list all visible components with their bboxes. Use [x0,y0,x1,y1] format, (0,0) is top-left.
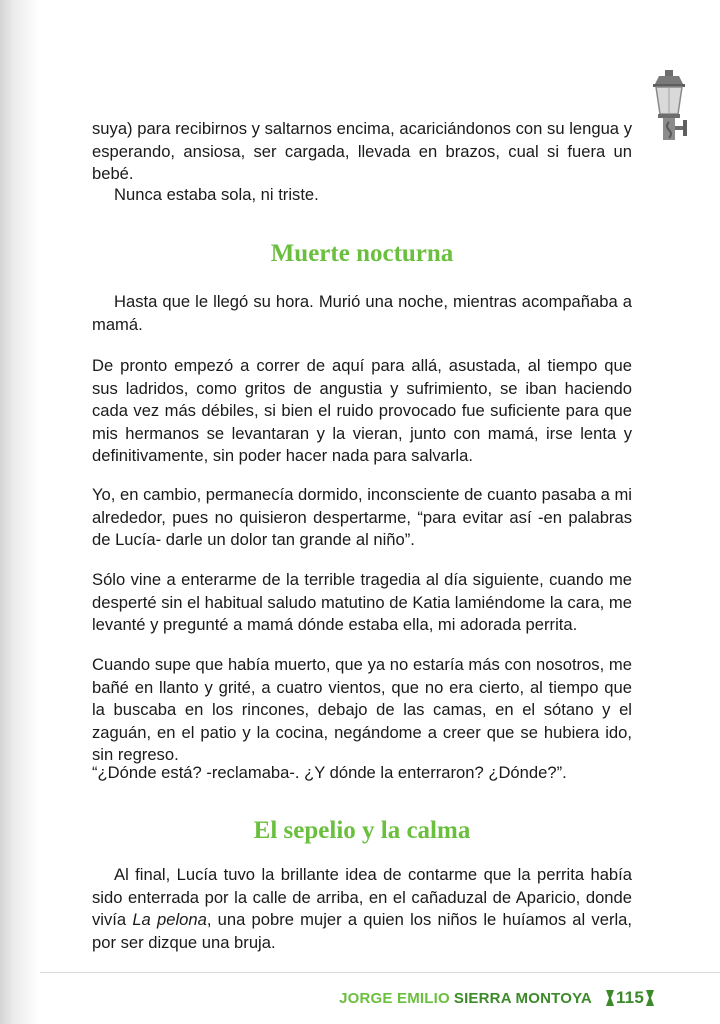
footer-divider [40,972,720,973]
section-heading-el-sepelio: El sepelio y la calma [253,817,471,844]
paragraph-block [92,184,632,207]
hourglass-ornament-icon [646,990,654,1006]
body-paragraph: Sólo vine a enterarme de la terrible tragedia al día siguiente, cuando me desperté sin el habitual saludo matutino de Katia lamiéndome la cara, me levanté y pregunté a mamá dónde estaba ella, mi adorada perrita. [92,570,632,634]
body-paragraph: Yo, en cambio, permanecía dormido, inconsciente de cuanto pasaba a mi alrededor, pues no quisieron despertarme, “para evitar así -en palabras de Lucía- darle un dolor tan grande al niño”. [92,485,632,549]
body-paragraph: Cuando supe que había muerto, que ya no estaría más con nosotros, me bañé en llanto y grité, a cuatro vientos, que no era cierto, al tiempo que la buscaba en los rincones, debajo de las camas, en el sótano y el zaguán, en el patio y la cocina, negándome a creer que se hubiera ido, sin regreso. [92,655,632,764]
paragraph-block [92,569,632,637]
author-last-name: SIERRA MONTOYA [453,989,592,1007]
paragraph-block [92,864,632,954]
hourglass-ornament-icon [606,990,614,1006]
paragraph-continued [92,118,632,186]
page-binding-shadow [0,0,40,1024]
page-number-group [604,988,656,1008]
body-paragraph: “¿Dónde está? -reclamaba-. ¿Y dónde la enterraron? ¿Dónde?”. [92,763,567,782]
section-heading-muerte-nocturna: Muerte nocturna [270,240,454,267]
page-footer [339,988,656,1008]
body-paragraph: Nunca estaba sola, ni triste. [114,185,319,204]
text-run: , una pobre mujer a quien los niños le huíamos al verla, por ser dizque una bruja. [92,910,632,952]
paragraph-block [92,291,632,336]
author-first-name: JORGE EMILIO [339,989,450,1007]
street-lamp-icon [645,70,693,150]
body-paragraph [92,864,632,954]
paragraph-block [92,355,632,468]
italic-title: La pelona [132,910,207,929]
body-paragraph: Hasta que le llegó su hora. Murió una noche, mientras acompañaba a mamá. [92,292,632,334]
text-run: Al final, Lucía tuvo la brillante idea de contarme que la perrita había sido enterrada por la calle de arriba, en el cañaduzal de Aparicio, donde vivía [92,865,632,929]
body-paragraph: suya) para recibirnos y saltarnos encima, acariciándonos con su lengua y esperando, ansiosa, ser cargada, llevada en brazos, cual si fuera un bebé. [92,119,632,183]
page-number: 115 [615,988,644,1007]
paragraph-block [92,762,632,785]
paragraph-block [92,484,632,552]
body-paragraph: De pronto empezó a correr de aquí para allá, asustada, al tiempo que sus ladridos, como gritos de angustia y sufrimiento, se iban haciendo cada vez más débiles, si bien el ruido provocado fue suficiente para que mis hermanos se levantaran y la vieran, junto con mamá, irse lenta y definitivamente, sin poder hacer nada para salvarla. [92,356,632,465]
paragraph-block [92,654,632,767]
